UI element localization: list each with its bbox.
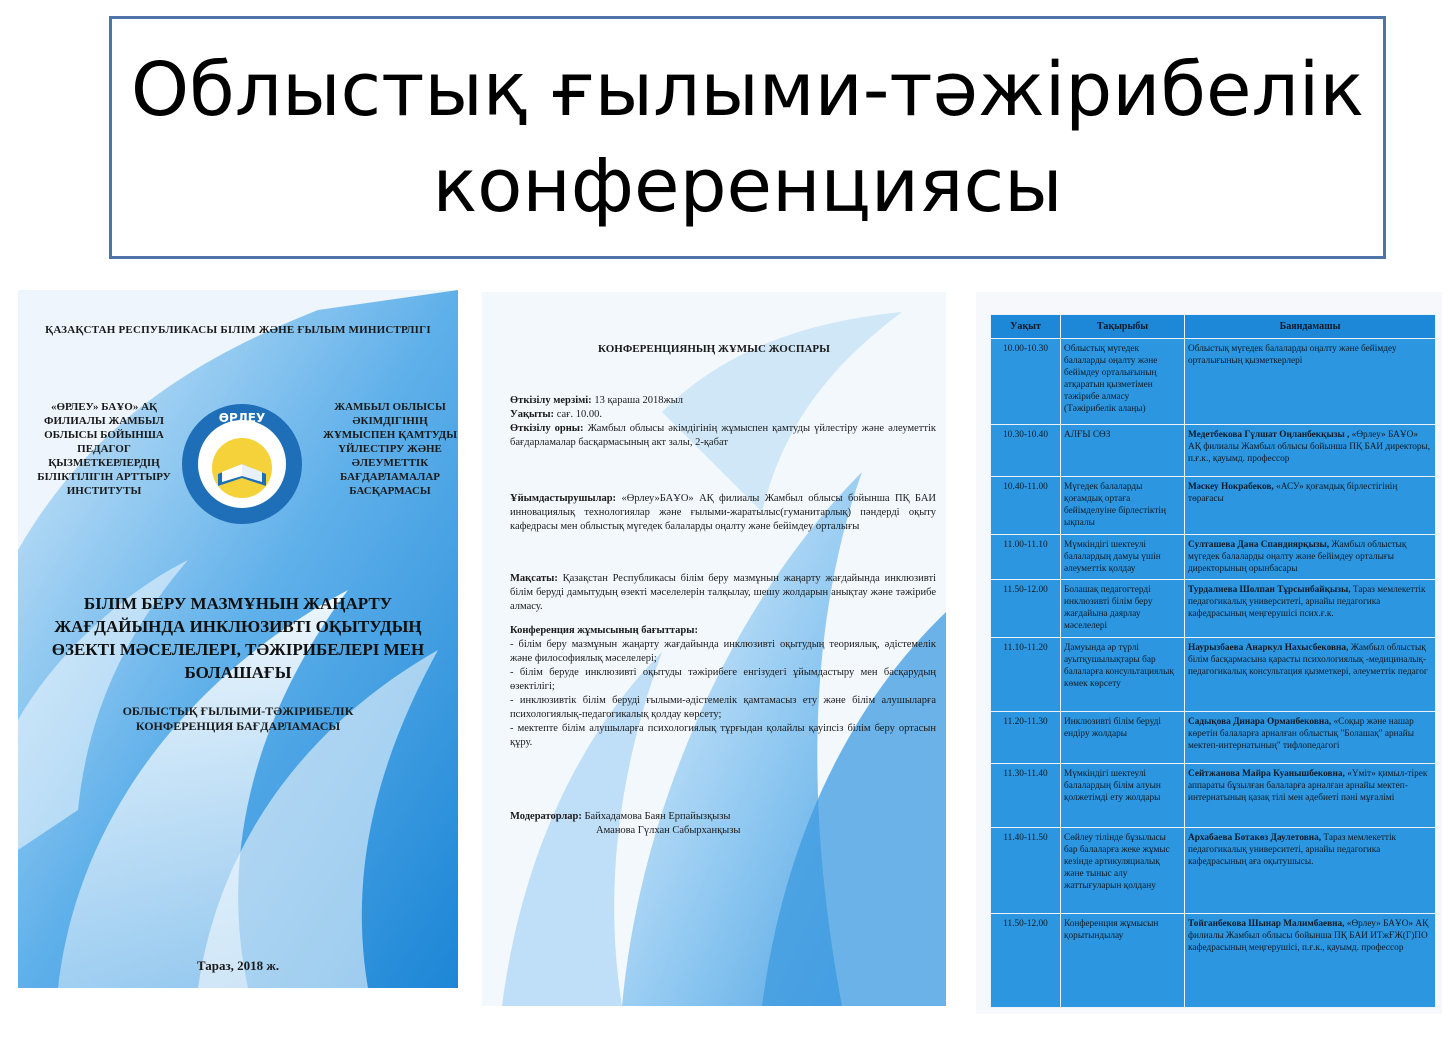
place-value: Жамбыл облысы әкімдігінің жұмыспен қамтуды үйлестіру және әлеуметтік бағдарламалар басқармасының акт залы, 2-қабат [510, 423, 936, 448]
schedule-table [990, 314, 1436, 1008]
row-speaker [1185, 712, 1436, 764]
direction-item: - мектепте білім алушыларға психологиялық тұрғыдан қолайлы қауіпсіз білім беру ортасын құру. [510, 723, 936, 748]
row-topic: Инклюзивті білім беруді ендіру жолдары [1061, 712, 1185, 764]
table-row [991, 580, 1436, 638]
moderator-1: Байхадамова Баян Ерпайызқызы [581, 811, 731, 822]
speaker-name: Мәскеу Нокрабеков, [1188, 482, 1274, 492]
orleu-logo [178, 402, 306, 526]
directions [510, 624, 936, 750]
direction-item: - білім беруде инклюзивті оқытуды тәжірибеге енгізудегі ұйымдастыру мен басқарудың өзектілігі; [510, 667, 936, 692]
date-value: 13 қараша 2018жыл [591, 395, 684, 406]
speaker-affiliation: Тараз мемлекеттік педагогикалық университеті, арнайы педагогика кафедрасының аға оқытушысы. [1188, 833, 1397, 867]
schedule-header-row [991, 315, 1436, 339]
speaker-affiliation: «Соқыр және нашар көретін балаларға арналған облыстық "Болашақ" арнайы мектеп-интернатының" тифлопедагогі [1188, 717, 1414, 751]
speaker-name: Медетбекова Гүлшат Оңланбекқызы , [1188, 430, 1350, 440]
row-topic: АЛҒЫ СӨЗ [1061, 425, 1185, 477]
goal-value: Қазақстан Республикасы білім беру мазмұнын жаңарту жағдайында инклюзивті білім беруді дамытудың өзекті мәселелерін талқылау, шешу жолдарын анықтау және тәжірибе алмасу. [510, 573, 936, 612]
row-speaker [1185, 914, 1436, 1008]
row-time: 11.30-11.40 [991, 764, 1061, 828]
row-topic: Сөйлеу тілінде бұзылысы бар балаларға жеке жұмыс кезінде артикуляциалық және тыныс алу жаттығуларын қолдану [1061, 828, 1185, 914]
header-speaker: Баяндамашы [1185, 315, 1436, 339]
speaker-affiliation: Жамбыл облыстық білім басқармасына қарасты психологиялық -медициналық-педагогикалық консультация қызметкері, әлеуметтік педагог [1188, 643, 1428, 677]
row-topic: Болашақ педагогтерді инклюзивті білім беру жағдайына даярлау мәселелері [1061, 580, 1185, 638]
ministry-heading: ҚАЗАҚСТАН РЕСПУБЛИКАСЫ БІЛІМ ЖӘНЕ ҒЫЛЫМ МИНИСТРЛІГІ [45, 324, 431, 336]
plan-title: КОНФЕРЕНЦИЯНЫҢ ЖҰМЫС ЖОСПАРЫ [598, 343, 830, 355]
organizers [510, 492, 936, 534]
schedule-page [976, 292, 1442, 1014]
slide-title: Облыстық ғылыми-тәжірибелік конференциясы [130, 46, 1365, 229]
row-speaker [1185, 828, 1436, 914]
row-time: 11.20-11.30 [991, 712, 1061, 764]
row-time: 11.10-11.20 [991, 638, 1061, 712]
table-row [991, 638, 1436, 712]
row-time: 11.50-12.00 [991, 914, 1061, 1008]
table-row [991, 764, 1436, 828]
city-year: Тараз, 2018 ж. [196, 958, 280, 973]
row-topic: Конференция жұмысын қорытындылау [1061, 914, 1185, 1008]
row-time: 10.30-10.40 [991, 425, 1061, 477]
row-speaker [1185, 580, 1436, 638]
plan-meta [510, 394, 936, 450]
row-topic: Мүгедек балаларды қоғамдық ортаға бейімделуіне бірлестіктің ықпалы [1061, 477, 1185, 535]
table-row [991, 914, 1436, 1008]
moderator-2: Аманова Гүлхан Сабырханқызы [596, 825, 741, 836]
institute-name: «ӨРЛЕУ» БАҰО» АҚ ФИЛИАЛЫ ЖАМБЫЛ ОБЛЫСЫ БОЙЫНША ПЕДАГОГ ҚЫЗМЕТКЕРЛЕРДІҢ БІЛІКТІЛІГІН АРТТЫРУ ИНСТИТУТЫ [37, 401, 171, 497]
row-time: 10.40-11.00 [991, 477, 1061, 535]
speaker-name: Турдалиева Шолпан Тұрсынбайқызы, [1188, 585, 1351, 595]
table-row [991, 712, 1436, 764]
row-topic: Мүмкіндігі шектеулі балалардың білім алуын қолжетімді ету жолдары [1061, 764, 1185, 828]
goal-label: Мақсаты: [510, 573, 558, 584]
speaker-name: Тойганбекова Шынар Малимбаевна, [1188, 919, 1345, 929]
row-speaker [1185, 535, 1436, 580]
goal [510, 572, 936, 614]
row-topic: Облыстық мүгедек балаларды оңалту және бейімдеу орталығының атқаратын қызметімен тәжірибе алмасу (Тәжірибелік алаңы) [1061, 339, 1185, 425]
table-row [991, 339, 1436, 425]
table-row [991, 535, 1436, 580]
organizers-value: «Өрлеу»БАҰО» АҚ филиалы Жамбыл облысы бойынша ПҚ БАИ инновациялық технологиялар және ғылыми-жаратылыс(гуманитарлық) пәндерді оқыту кафедрасы мен облыстық мүгедек балаларды оңалту және бейімдеу орталығы [510, 493, 936, 532]
department-name: ЖАМБЫЛ ОБЛЫСЫ ӘКІМДІГІНІҢ ЖҰМЫСПЕН ҚАМТУДЫ ҮЙЛЕСТІРУ ЖӘНЕ ӘЛЕУМЕТТІК БАҒДАРЛАМАЛАР БАСҚАРМАСЫ [322, 401, 458, 497]
table-row [991, 425, 1436, 477]
row-topic: Дамуында әр түрлі ауытқушылықтары бар балаларға консультациялық көмек көрсету [1061, 638, 1185, 712]
logo-wordmark: ӨРЛЕУ [218, 411, 266, 425]
speaker-affiliation: Жамбыл облыстық мүгедек балаларды оңалту және бейімдеу орталығы директорының орынбасары [1188, 540, 1407, 574]
speaker-name: Архабаева Ботакөз Даулетовна, [1188, 833, 1322, 843]
header-time: Уақыт [991, 315, 1061, 339]
speaker-affiliation: Тараз мемлекеттік педагогикалық университеті, арнайы педагогика кафедрасының меңгерушісі псих.ғ.к. [1188, 585, 1426, 619]
speaker-affiliation: «Өрлеу» БАҰО» АҚ филиалы Жамбыл облысы бойынша ПҚ БАИ директоры, п.ғ.к., қауымд. профессор [1188, 430, 1431, 464]
moderators [510, 810, 936, 838]
table-row [991, 477, 1436, 535]
row-speaker [1185, 425, 1436, 477]
row-time: 11.40-11.50 [991, 828, 1061, 914]
row-speaker [1185, 764, 1436, 828]
direction-item: - білім беру мазмұнын жаңарту жағдайында инклюзивті оқытудың теориялық, әдістемелік және философиялық мәселелері; [510, 639, 936, 664]
conference-title: БІЛІМ БЕРУ МАЗМҰНЫН ЖАҢАРТУ ЖАҒДАЙЫНДА ИНКЛЮЗИВТІ ОҚЫТУДЫҢ ӨЗЕКТІ МӘСЕЛЕЛЕРІ, ТӘЖІРИБЕЛЕРІ МЕН БОЛАШАҒЫ [51, 594, 425, 682]
row-speaker [1185, 339, 1436, 425]
row-time: 11.50-12.00 [991, 580, 1061, 638]
work-plan-page [482, 292, 946, 1006]
speaker-affiliation: «АСУ» қоғамдық бірлестігінің төрағасы [1188, 482, 1398, 504]
date-label: Өткізілу мерзімі: [510, 395, 592, 406]
program-cover [18, 290, 458, 988]
directions-label: Конференция жұмысының бағыттары: [510, 625, 698, 636]
time-label: Уақыты: [510, 409, 555, 420]
speaker-name: Сейтжанова Майра Куанышбековна, [1188, 769, 1345, 779]
table-row [991, 828, 1436, 914]
time-value: сағ. 10.00. [554, 409, 602, 420]
moderators-label: Модераторлар: [510, 811, 582, 822]
organizers-label: Ұйымдастырушылар: [510, 493, 617, 504]
place-label: Өткізілу орны: [510, 423, 584, 434]
row-time: 11.00-11.10 [991, 535, 1061, 580]
program-subtitle: ОБЛЫСТЫҚ ҒЫЛЫМИ-ТӘЖІРИБЕЛІК КОНФЕРЕНЦИЯ БАҒДАРЛАМАСЫ [122, 704, 354, 733]
row-time: 10.00-10.30 [991, 339, 1061, 425]
speaker-affiliation: Облыстық мүгедек балаларды оңалту және бейімдеу орталығының қызметкерлері [1188, 344, 1397, 366]
row-speaker [1185, 477, 1436, 535]
speaker-name: Наурызбаева Анаркул Нахысбековна, [1188, 643, 1349, 653]
speaker-affiliation: «Үміт» қимыл-тірек аппараты бұзылған балаларға арналған арнайы мектеп-интернатының қазақ тілі мен әдебиеті пәні мұғалімі [1188, 769, 1428, 803]
row-topic: Мүмкіндігі шектеулі балалардың дамуы үшін әлеуметтік қолдау [1061, 535, 1185, 580]
row-speaker [1185, 638, 1436, 712]
header-topic: Тақырыбы [1061, 315, 1185, 339]
speaker-name: Султашева Дана Спандиярқызы, [1188, 540, 1330, 550]
title-banner [109, 16, 1386, 259]
speaker-affiliation: «Өрлеу» БАҰО» АҚ филиалы Жамбыл облысы бойынша ПҚ БАИ ИТжҒЖ(Г)ПО кафедрасының меңгерушісі, п.ғ.к., қауымд. профессор [1188, 919, 1429, 953]
direction-item: - инклюзивтік білім беруді ғылыми-әдістемелік қамтамасыз ету және білім алушыларға психологиялық-педагогикалық қолдау көрсету; [510, 695, 936, 720]
speaker-name: Садықова Динара Орманбековна, [1188, 717, 1332, 727]
